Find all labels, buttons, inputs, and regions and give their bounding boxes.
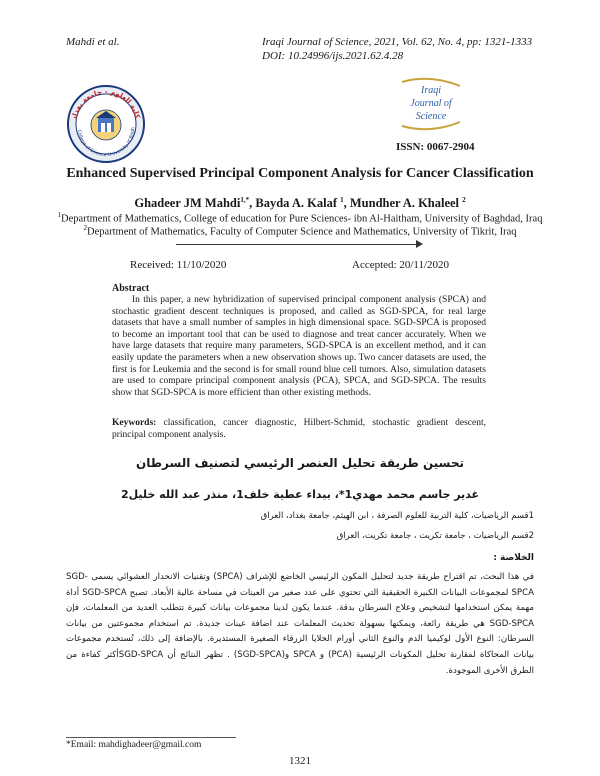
page-number: 1321 bbox=[289, 755, 311, 767]
author-1-sup: 1,* bbox=[240, 196, 250, 204]
separator-line bbox=[176, 244, 420, 245]
arabic-title: تحسين طريقة تحليل العنصر الرئيسي لتصنيف السرطان bbox=[135, 456, 465, 470]
separator-arrow bbox=[416, 240, 423, 248]
author-3-sup: 2 bbox=[462, 196, 466, 204]
abstract-heading: Abstract bbox=[112, 283, 150, 294]
paper-title: Enhanced Supervised Principal Component Analysis for Cancer Classification bbox=[66, 166, 534, 181]
author-1: Ghadeer JM Mahdi bbox=[134, 196, 241, 211]
affiliation-1-sup: 1 bbox=[57, 211, 62, 219]
running-author: Mahdi et al. bbox=[66, 36, 120, 48]
footnote-email: *Email: mahdighadeer@gmail.com bbox=[66, 740, 202, 750]
abstract-body: In this paper, a new hybridization of supervised principal component analysis (SPCA) and stochastic gradient descent techniques is proposed, and called as SGD-SPCA, for real large datasets that have a small number of samples in high dimensional space. SGD-SPCA is proposed to become an important tool that can be used to diagnose and treat cancer accurately. When we have large datasets that require many parameters, SGD-SPCA is an excellent method, and it can easily update the parameters when a new observation shows up. Two cancer datasets are used, the first is for Leukemia and the second is for small round blue cell tumors. Also, simulation datasets are used to compare principal component analysis (PCA), SPCA, and SGD-SPCA. The results show that SGD-SPCA is more efficient than other existing methods. bbox=[112, 295, 486, 398]
keywords-text: classification, cancer diagnostic, Hilbert-Schmid, stochastic gradient descent, principal component analysis. bbox=[112, 418, 486, 440]
arabic-authors: غدير جاسم محمد مهدي1*، بيداء عطية خلف1، منذر عبد الله خليل2 bbox=[120, 488, 480, 501]
journal-logo-word-1: Iraqi bbox=[421, 85, 441, 96]
affiliation-1 bbox=[30, 211, 570, 225]
affiliation-1-text: Department of Mathematics, College of education for Pure Sciences- ibn Al-Haitham, University of Baghdad, Iraq bbox=[61, 213, 543, 225]
doi: DOI: 10.24996/ijs.2021.62.4.28 bbox=[262, 50, 404, 62]
journal-logo bbox=[400, 76, 462, 132]
keywords bbox=[112, 418, 486, 441]
arabic-affiliation-2: 2قسم الرياضيات ، جامعة تكريت ، جامعة تكريت، العراق bbox=[336, 531, 534, 541]
seal-arabic-text: كلية العلوم - جامعة بغداد bbox=[70, 87, 142, 121]
issn: ISSN: 0067-2904 bbox=[396, 141, 475, 153]
journal-citation: Iraqi Journal of Science, 2021, Vol. 62, No. 4, pp: 1321-1333 bbox=[262, 36, 533, 48]
author-sep-2: , bbox=[343, 196, 350, 211]
seal-english-text: College of Science-University of Bagh bbox=[76, 127, 137, 159]
author-3: Mundher A. Khaleel bbox=[349, 196, 460, 211]
affiliation-2 bbox=[30, 224, 570, 238]
university-seal-logo bbox=[66, 84, 146, 164]
arabic-abstract-heading: الخلاصة : bbox=[493, 553, 534, 563]
author-sep-1: , bbox=[249, 196, 256, 211]
affiliation-2-sup: 2 bbox=[83, 224, 87, 232]
author-list bbox=[40, 196, 560, 211]
arabic-affiliation-1: 1قسم الرياضيات، كلية التربية للعلوم الصرفة ، ابن الهيثم، جامعة بغداد، العراق bbox=[260, 511, 534, 521]
keywords-label: Keywords: bbox=[112, 418, 157, 428]
journal-logo-word-2: Journal of bbox=[410, 98, 452, 109]
author-2: Bayda A. Kalaf bbox=[255, 196, 337, 211]
footnote-rule bbox=[66, 737, 236, 738]
affiliation-2-text: Department of Mathematics, Faculty of Computer Science and Mathematics, University of Tikrit, Iraq bbox=[86, 226, 517, 238]
journal-logo-word-3: Science bbox=[415, 111, 447, 122]
arabic-abstract-body: في هذا البحث، تم اقتراح طريقة جديد لتحليل المكون الرئيسي الخاضع للإشراف (SPCA) وتقنيات الانحدار العشوائي يسمى SGD-SPCA لمجموعات البيانات الكبيرة الحقيقية التي تحتوي على عدد صغير من العينات في مساحة عالية الأبعاد. تصبح SGD-SPCA أداة مهمة يمكن استخدامها لتشخيص وعلاج السرطان بدقة. عندما يكون لدينا مجموعات بيانات كبيرة تتطلب العديد من المعلمات، فإن SGD-SPCA هي طريقة رائعة، ويمكنها بسهولة تحديث المعلمات عند اضافة عينات جديدة. تم استخدام مجموعتين من بيانات السرطان: النوع الأول لوكيميا الدم والنوع الثاني أورام الخلايا الزرقاء الصغيرة المستديرة. بالإضافة إلى ذلك، تُستخدم مجموعات بيانات المحاكاة لمقارنة تحليل المكونات الرئيسية (PCA) و SPCA و(SGD-SPCA) . تظهر النتائج أن SGD-SPCAأكثر كفاءة من الطرق الأخرى الموجودة. bbox=[66, 572, 534, 676]
received-date: Received: 11/10/2020 bbox=[130, 259, 227, 271]
author-2-sup: 1 bbox=[340, 196, 344, 204]
accepted-date: Accepted: 20/11/2020 bbox=[352, 259, 450, 271]
